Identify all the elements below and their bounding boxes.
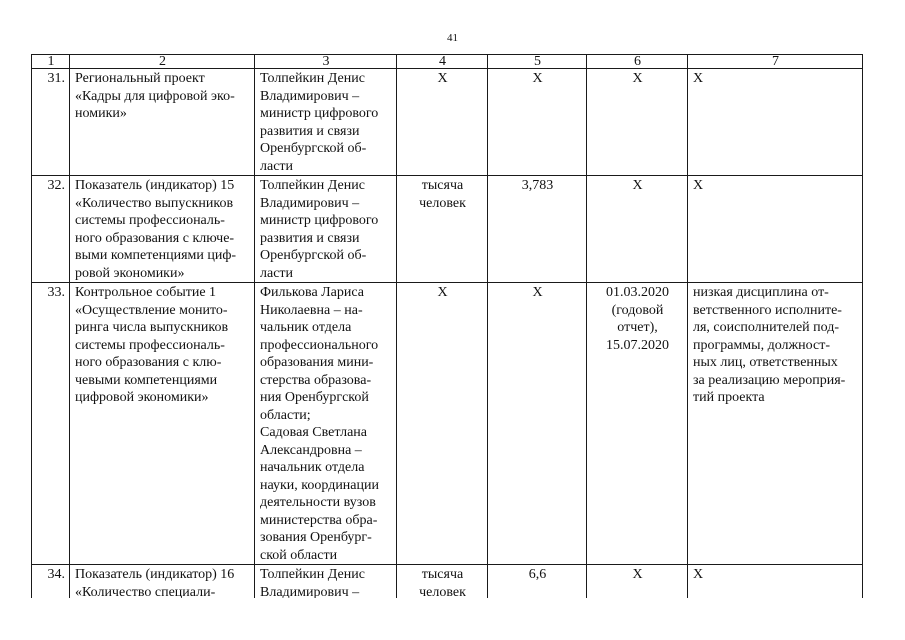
cell-text-line: Толпейкин Денис — [260, 71, 365, 86]
unit-cell — [397, 69, 488, 176]
value-cell — [488, 283, 587, 565]
cell-text-line: Х — [632, 178, 643, 193]
column-header: 5 — [488, 55, 587, 69]
cell-text-line: 01.03.2020 — [606, 285, 669, 300]
cell-text-line: ласти — [260, 265, 294, 281]
risk-cell — [688, 565, 863, 599]
cell-text-line: области; — [260, 407, 311, 423]
cell-text-line: ветственного исполните- — [693, 302, 842, 318]
cell-text-line: «Кадры для цифровой эко- — [75, 88, 235, 104]
name-cell — [70, 283, 255, 565]
cell-text-line: профессионального — [260, 337, 379, 353]
cell-text-line: системы профессиональ- — [75, 337, 225, 353]
cell-text-line: чевыми компетенциями — [75, 372, 218, 388]
cell-text-line: низкая дисциплина от- — [693, 285, 829, 300]
responsible-cell — [255, 176, 397, 283]
cell-text-line: ля, соисполнителей под- — [693, 320, 840, 335]
cell-text-line: образования мини- — [260, 355, 374, 370]
responsible-cell — [255, 283, 397, 565]
deadline-cell — [587, 69, 688, 176]
cell-text-line: Х — [693, 178, 704, 193]
cell-text-line: тысяча — [421, 567, 464, 582]
risk-cell — [688, 69, 863, 176]
row-number-cell: 31. — [32, 69, 70, 176]
cell-text-line: Толпейкин Денис — [260, 178, 365, 193]
value-cell — [488, 69, 587, 176]
cell-text-line: «Количество специали- — [75, 584, 216, 598]
cell-text-line: ровой экономики» — [75, 265, 185, 281]
cell-text-line: Владимирович – — [260, 584, 360, 598]
table-row — [32, 69, 863, 176]
column-header: 7 — [688, 55, 863, 69]
cell-text-line: зования Оренбург- — [260, 530, 372, 545]
table-body — [32, 69, 863, 599]
name-cell — [70, 176, 255, 283]
cell-text-line: 15.07.2020 — [606, 337, 669, 353]
deadline-cell — [587, 565, 688, 599]
cell-text-line: программы, должност- — [693, 337, 831, 353]
column-header: 1 — [32, 55, 70, 69]
cell-text-line: Толпейкин Денис — [260, 567, 365, 582]
cell-text-line: чальник отдела — [260, 320, 352, 335]
column-header: 6 — [587, 55, 688, 69]
cell-text-line: «Количество выпускников — [75, 195, 234, 211]
cell-text-line: Х — [632, 71, 643, 86]
cell-text-line: ного образования с клю- — [75, 355, 222, 370]
value-cell — [488, 176, 587, 283]
responsible-cell — [255, 565, 397, 599]
cell-text-line: Оренбургской об- — [260, 141, 367, 156]
row-number-cell: 34. — [32, 565, 70, 599]
page-number: 41 — [447, 32, 458, 44]
responsible-cell — [255, 69, 397, 176]
cell-text-line: ния Оренбургской — [260, 390, 369, 405]
cell-text-line: Х — [693, 567, 704, 582]
cell-text-line: министерства обра- — [260, 512, 378, 528]
cell-text-line: Показатель (индикатор) 15 — [75, 178, 235, 193]
row-number-cell: 32. — [32, 176, 70, 283]
column-header: 3 — [255, 55, 397, 69]
cell-text-line: деятельности вузов — [260, 495, 376, 510]
cell-text-line: развития и связи — [260, 123, 360, 139]
name-cell — [70, 565, 255, 599]
column-number-header — [32, 55, 863, 69]
deadline-cell — [587, 176, 688, 283]
unit-cell — [397, 176, 488, 283]
cell-text-line: науки, координации — [260, 477, 379, 493]
cell-text-line: Региональный проект — [75, 71, 205, 86]
cell-text-line: Х — [632, 567, 643, 582]
cell-text-line: (годовой — [611, 302, 664, 318]
table-row — [32, 176, 863, 283]
deadline-cell — [587, 283, 688, 565]
row-number-cell: 33. — [32, 283, 70, 565]
cell-text-line: выми компетенциями циф- — [75, 248, 237, 263]
cell-text-line: Николаевна – на- — [260, 302, 363, 318]
cell-text-line: министр цифрового — [260, 213, 379, 228]
cell-text-line: 6,6 — [528, 567, 547, 582]
unit-cell — [397, 565, 488, 599]
cell-text-line: Александровна – — [260, 442, 362, 458]
cell-text-line: 3,783 — [521, 178, 554, 193]
cell-text-line: Х — [693, 71, 704, 86]
cell-text-line: ринга числа выпускников — [75, 320, 229, 335]
cell-text-line: ласти — [260, 158, 294, 174]
cell-text-line: министр цифрового — [260, 106, 379, 121]
cell-text-line: Х — [532, 285, 543, 300]
cell-text-line: начальник отдела — [260, 460, 365, 475]
name-cell — [70, 69, 255, 176]
cell-text-line: отчет), — [617, 320, 658, 335]
cell-text-line: Владимирович – — [260, 88, 360, 104]
cell-text-line: Показатель (индикатор) 16 — [75, 567, 235, 582]
cell-text-line: ных лиц, ответственных — [693, 355, 838, 370]
column-header: 2 — [70, 55, 255, 69]
cell-text-line: за реализацию мероприя- — [693, 372, 846, 388]
cell-text-line: тысяча — [421, 178, 464, 193]
cell-text-line: Х — [532, 71, 543, 86]
cell-text-line: стерства образова- — [260, 372, 372, 388]
table-row — [32, 283, 863, 565]
cell-text-line: цифровой экономики» — [75, 390, 209, 405]
risk-cell — [688, 283, 863, 565]
cell-text-line: Садовая Светлана — [260, 425, 368, 440]
cell-text-line: тий проекта — [693, 390, 765, 405]
risk-cell — [688, 176, 863, 283]
cell-text-line: Контрольное событие 1 — [75, 285, 217, 300]
cell-text-line: Х — [437, 285, 448, 300]
cell-text-line: «Осуществление монито- — [75, 302, 228, 318]
value-cell — [488, 565, 587, 599]
monitoring-table — [31, 54, 863, 598]
cell-text-line: человек — [419, 195, 466, 211]
cell-text-line: развития и связи — [260, 230, 360, 246]
cell-text-line: Владимирович – — [260, 195, 360, 211]
cell-text-line: Филькова Лариса — [260, 285, 364, 300]
column-header: 4 — [397, 55, 488, 69]
table-row — [32, 565, 863, 599]
cell-text-line: номики» — [75, 106, 127, 121]
cell-text-line: ской области — [260, 547, 338, 563]
cell-text-line: системы профессиональ- — [75, 213, 225, 228]
cell-text-line: Оренбургской об- — [260, 248, 367, 263]
cell-text-line: ного образования с ключе- — [75, 230, 235, 246]
cell-text-line: человек — [419, 584, 466, 598]
unit-cell — [397, 283, 488, 565]
cell-text-line: Х — [437, 71, 448, 86]
